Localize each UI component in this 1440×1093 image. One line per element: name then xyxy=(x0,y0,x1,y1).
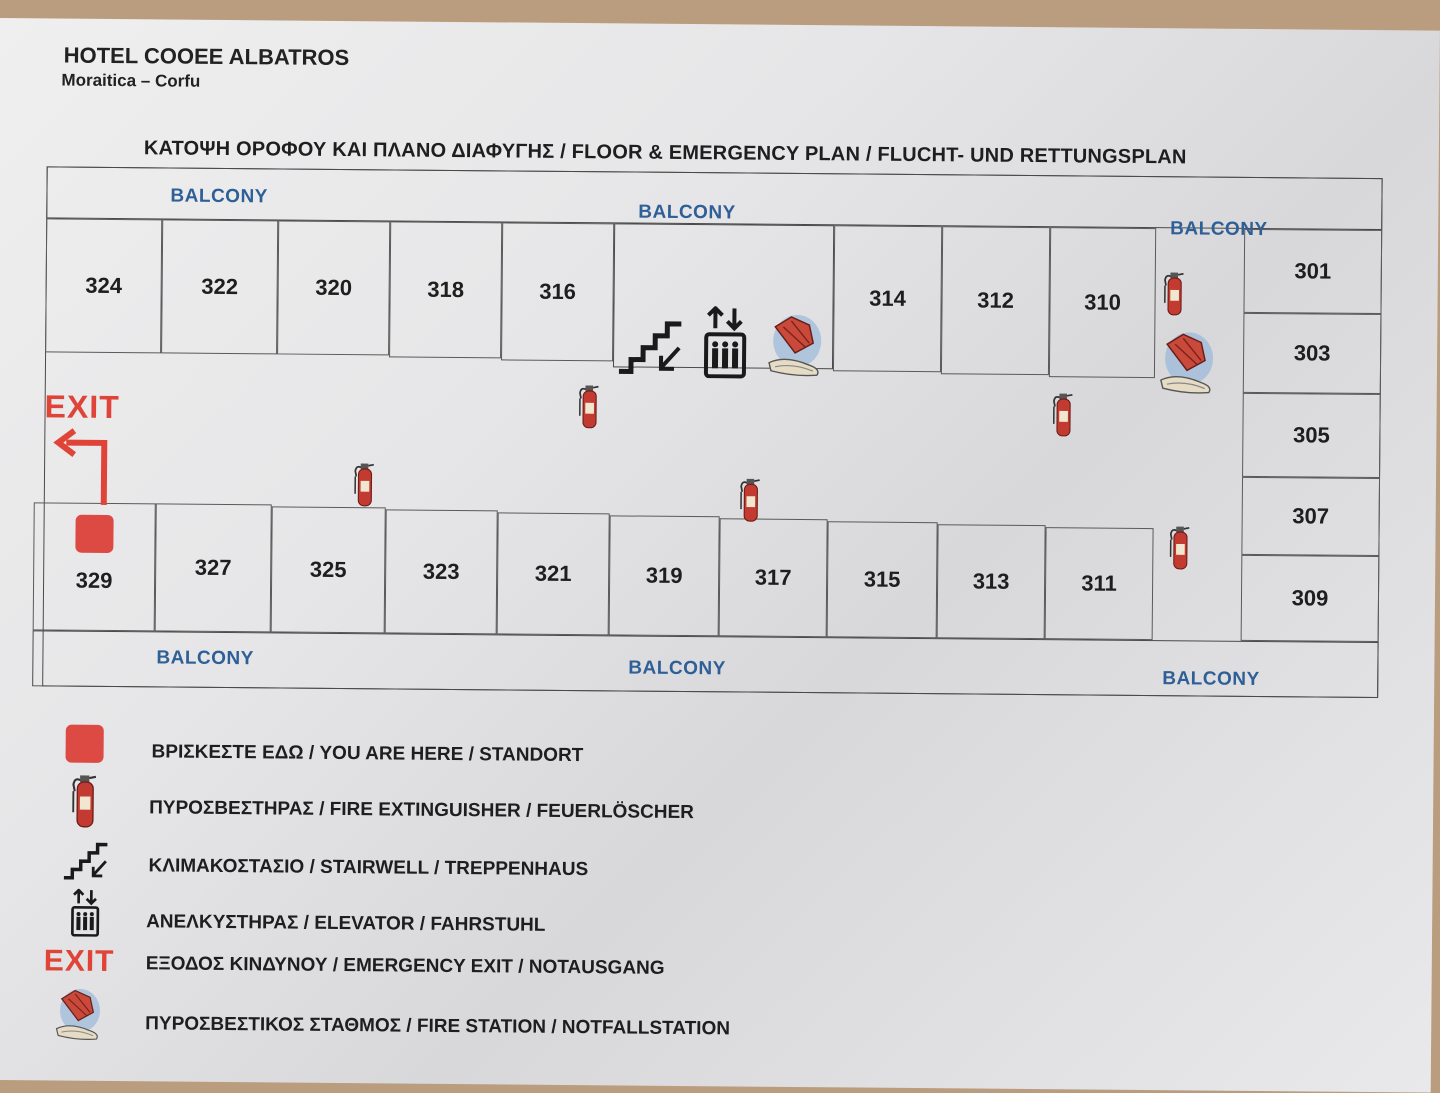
room-319: 319 xyxy=(609,515,720,636)
balcony-label-bottom-right: BALCONY xyxy=(1162,668,1260,691)
fire-extinguisher-icon xyxy=(738,476,764,524)
exit-label: EXIT xyxy=(44,388,120,426)
exit-arrow-icon xyxy=(52,426,123,507)
legend-emergency-exit: ΕΞΟΔΟΣ ΚΙΝΔΥΝΟΥ / EMERGENCY EXIT / NOTAUSGANG xyxy=(145,953,665,979)
balcony-label-top-center: BALCONY xyxy=(638,201,736,224)
plan-title: ΚΑΤΟΨΗ ΟΡΟΦΟΥ ΚΑΙ ΠΛΑΝΟ ΔΙΑΦΥΓΗΣ / FLOOR & EMERGENCY PLAN / FLUCHT- UND RETTUNGSPLAN xyxy=(143,137,1187,169)
room-313: 313 xyxy=(937,524,1046,639)
balcony-label-bottom-left: BALCONY xyxy=(156,647,254,670)
floor-plan-card xyxy=(0,18,1440,1093)
fire-extinguisher-icon xyxy=(1167,524,1193,572)
legend-elevator: ΑΝΕΛΚΥΣΤΗΡΑΣ / ELEVATOR / FAHRSTUHL xyxy=(146,911,546,936)
balcony-label-bottom-center: BALCONY xyxy=(628,657,726,680)
room-311: 311 xyxy=(1045,527,1154,640)
room-327: 327 xyxy=(155,503,272,632)
legend-you-are-here-icon xyxy=(66,725,104,763)
you-are-here-marker xyxy=(75,515,113,553)
room-312: 312 xyxy=(941,226,1050,375)
room-303: 303 xyxy=(1243,313,1382,394)
legend-fire-extinguisher-icon xyxy=(69,773,102,831)
legend-fire-extinguisher: ΠΥΡΟΣΒΕΣΤΗΡΑΣ / FIRE EXTINGUISHER / FEUERLÖSCHER xyxy=(149,797,694,824)
room-323: 323 xyxy=(385,509,498,634)
room-329: 329 xyxy=(33,502,156,631)
room-301: 301 xyxy=(1243,229,1382,314)
room-318: 318 xyxy=(389,221,502,358)
fire-station-icon xyxy=(1157,330,1218,397)
room-321: 321 xyxy=(497,512,610,635)
fire-extinguisher-icon xyxy=(352,461,378,509)
room-314: 314 xyxy=(833,225,942,372)
room-316: 316 xyxy=(501,222,614,361)
fire-extinguisher-icon xyxy=(576,383,602,431)
fire-extinguisher-icon xyxy=(1050,391,1076,439)
room-315: 315 xyxy=(827,521,938,638)
room-325: 325 xyxy=(271,506,386,633)
balcony-label-top-left: BALCONY xyxy=(170,185,268,208)
legend-fire-station-icon xyxy=(53,987,103,1043)
room-309: 309 xyxy=(1241,555,1380,642)
hotel-location: Moraitica – Corfu xyxy=(61,70,201,91)
room-305: 305 xyxy=(1242,393,1381,478)
fire-extinguisher-icon xyxy=(1161,270,1187,318)
hotel-name: HOTEL COOEE ALBATROS xyxy=(63,42,350,71)
legend-fire-station: ΠΥΡΟΣΒΕΣΤΙΚΟΣ ΣΤΑΘΜΟΣ / FIRE STATION / NOTFALLSTATION xyxy=(145,1013,731,1040)
room-310: 310 xyxy=(1049,227,1156,378)
room-320: 320 xyxy=(277,220,390,355)
elevator-icon xyxy=(703,306,748,378)
room-324: 324 xyxy=(45,218,162,353)
legend-exit-icon: EXIT xyxy=(43,944,115,979)
legend-elevator-icon xyxy=(70,889,100,937)
room-307: 307 xyxy=(1241,477,1380,556)
legend-you-are-here: ΒΡΙΣΚΕΣΤΕ ΕΔΩ / YOU ARE HERE / STANDORT xyxy=(151,741,584,767)
fire-station-icon xyxy=(765,313,826,380)
legend-stairwell: ΚΛΙΜΑΚΟΣΤΑΣΙΟ / STAIRWELL / TREPPENHAUS xyxy=(148,855,589,881)
room-322: 322 xyxy=(161,219,278,354)
stairwell-icon xyxy=(617,315,684,376)
room-317: 317 xyxy=(719,518,828,637)
legend-stairwell-icon xyxy=(62,839,108,881)
balcony-label-top-right: BALCONY xyxy=(1170,218,1268,241)
floor-plan xyxy=(0,18,1440,731)
